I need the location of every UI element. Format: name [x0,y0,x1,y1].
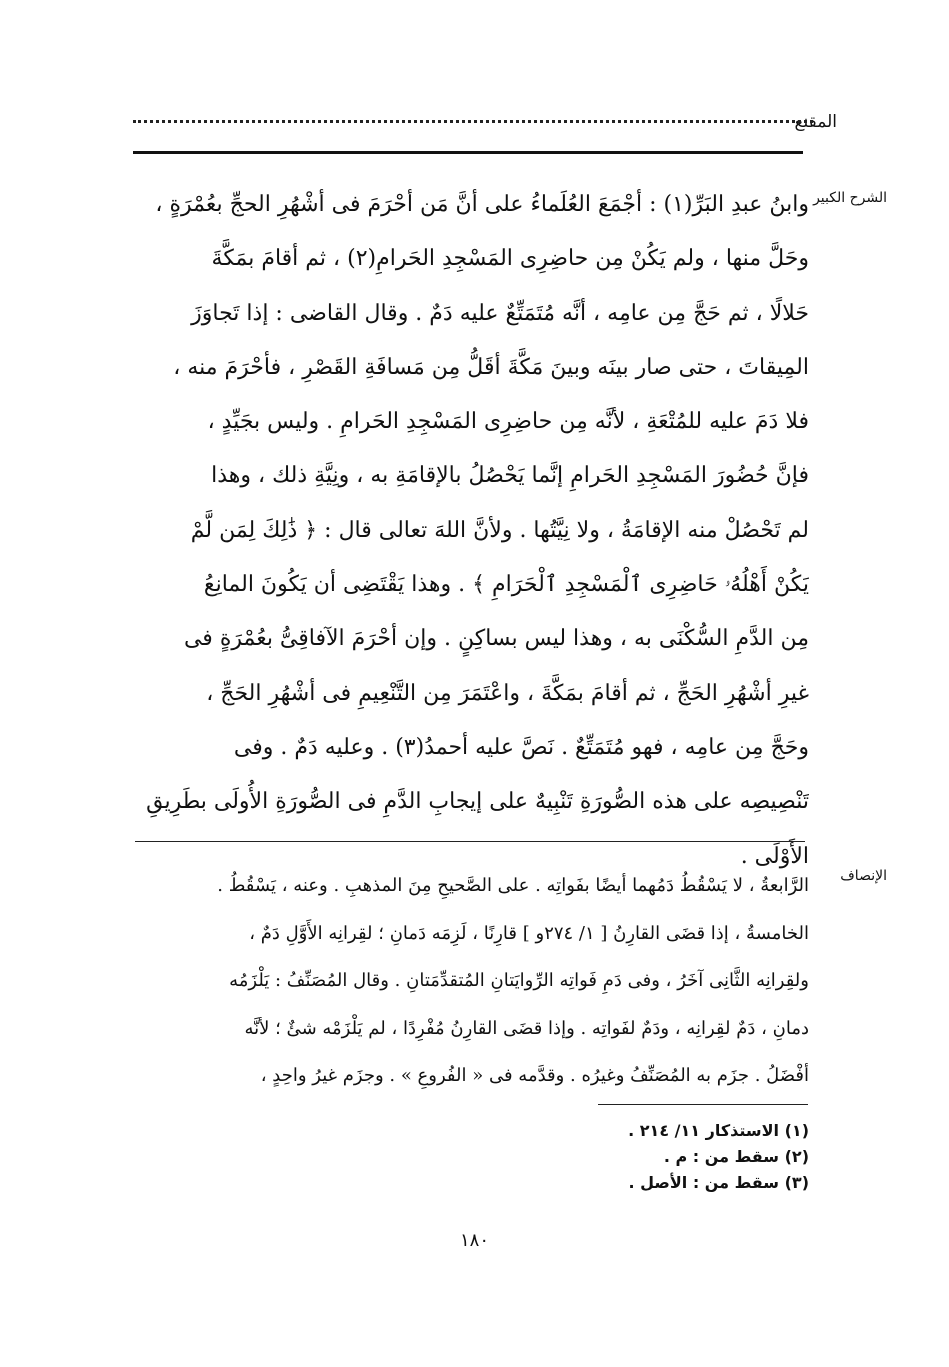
text-line: فلا دَمَ عليه للمُتْعَةِ ، لأنَّه مِن حاضِرِى المَسْجِدِ الحَرامِ . وليس بجَيِّدٍ ، [207,409,809,435]
text-line: لم تَحْصُلْ منه الإقامَةُ ، ولا نِيَّتُها . ولأنَّ اللهَ تعالى قال : ﴿ ذَٰلِكَ لِمَن لَّمْ [190,517,809,543]
page-number: ١٨٠ [459,1230,489,1251]
text-line: وحَجَّ مِن عامِه ، فهو مُتَمَتِّعٌ . نَصَّ عليه أحمدُ(٣) . وعليه دَمٌ . وفى [233,734,809,760]
text-line: ولقِرانِه الثَّانِى آخَرُ ، وفى دَمِ فَواتِه الرِّوايَتانِ المُتقدِّمَتانِ . وقال المُصَنِّفُ : يَلْزَمُه [229,970,809,992]
text-line: أفْضَلُ . جزَم به المُصَنِّفُ وغيرُه . وقدَّمه فى « الفُروعِ » . وجزَم غيرُ واحِدٍ ، [260,1065,809,1087]
text-line: فإنَّ حُضُورَ المَسْجِدِ الحَرامِ إنَّما يَحْصُلُ بالإقامَةِ به ، ونِيَّةِ ذلك ، وهذا [211,463,809,489]
footnotes [628,1118,809,1196]
section-divider [135,841,805,842]
text-line: المِيقاتَ ، حتى صار بينَه وبينَ مَكَّةَ أقَلُّ مِن مَسافَةِ القَصْرِ ، فأحْرَمَ منه ، [173,354,809,380]
section-label-sharh: الشرح الكبير [813,190,887,206]
text-line: وابنُ عبدِ البَرِّ(١) : أجْمَعَ العُلَماءُ على أنَّ مَن أحْرَمَ فى أشْهُرِ الحجِّ بعُمْرَةٍ ، [155,192,809,217]
footnote-rule [598,1104,808,1105]
footnote: (١) الاستذكار ١١/ ٢١٤ . [628,1121,809,1140]
text-line: الخامسةُ ، إذا قضَى القارِنُ [ ١/ ٢٧٤و ] قارِنًا ، لَزِمَه دَمانِ ؛ لقِرانِه الأَوَّلِ دَمٌ ، [249,922,809,944]
header-rule [133,151,803,154]
header-dotted-rule [133,120,813,123]
text-line: غيرِ أشْهُرِ الحَجِّ ، ثم أقامَ بمَكَّةَ ، واعْتَمَرَ مِن التَّنْعِيمِ فى أشْهُرِ الحَجِّ ، [206,680,809,706]
running-header-title: المقنع [794,112,837,132]
text-line: الأَوْلَى . [740,843,809,869]
main-commentary-text [132,178,809,884]
section-label-insaf: الإنصاف [840,868,887,884]
footnote: (٢) سقط من : م . [663,1147,809,1166]
footnote: (٣) سقط من : الأصل . [628,1173,809,1192]
text-line: تَنْصِيصِه على هذه الصُّورَةِ تَنْبِيهٌ على إيجابِ الدَّمِ فى الصُّورَةِ الأُولَى بطَرِيقِ [146,789,809,815]
insaf-text [132,862,809,1100]
text-line: حَلالًا ، ثم حَجَّ مِن عامِه ، أنَّه مُتَمَتِّعٌ عليه دَمٌ . وقال القاضى : إذا تَجاوَزَ [191,300,809,326]
text-line: مِن الدَّمِ السُّكْنَى به ، وهذا ليس بساكِنٍ . وإن أحْرَمَ الآفاقِىُّ بعُمْرَةٍ فى [183,626,809,652]
text-line: الرَّابعةُ ، لا يَسْقُطُ دَمُهما أيضًا بفَواتِه . على الصَّحيحِ مِنَ المذهبِ . وعنه ، يَسْقُطُ . [217,875,809,896]
text-line: دمانِ ، دَمٌ لقِرانِه ، ودَمٌ لفَواتِه . وإذا قضَى القارِنُ مُفْرِدًا ، لم يَلْزَمْه شئٌ ؛ لأنَّه [244,1017,809,1039]
text-line: يَكُنْ أَهْلُهُۥ حَاضِرِى ٱلْمَسْجِدِ ٱلْحَرَامِ ﴾ . وهذا يَقْتَضِى أن يَكُونَ المانِعُ [203,572,809,598]
text-line: وحَلَّ منها ، ولم يَكُنْ مِن حاضِرِى المَسْجِدِ الحَرامِ(٢) ، ثم أقامَ بمَكَّةَ [211,246,809,272]
